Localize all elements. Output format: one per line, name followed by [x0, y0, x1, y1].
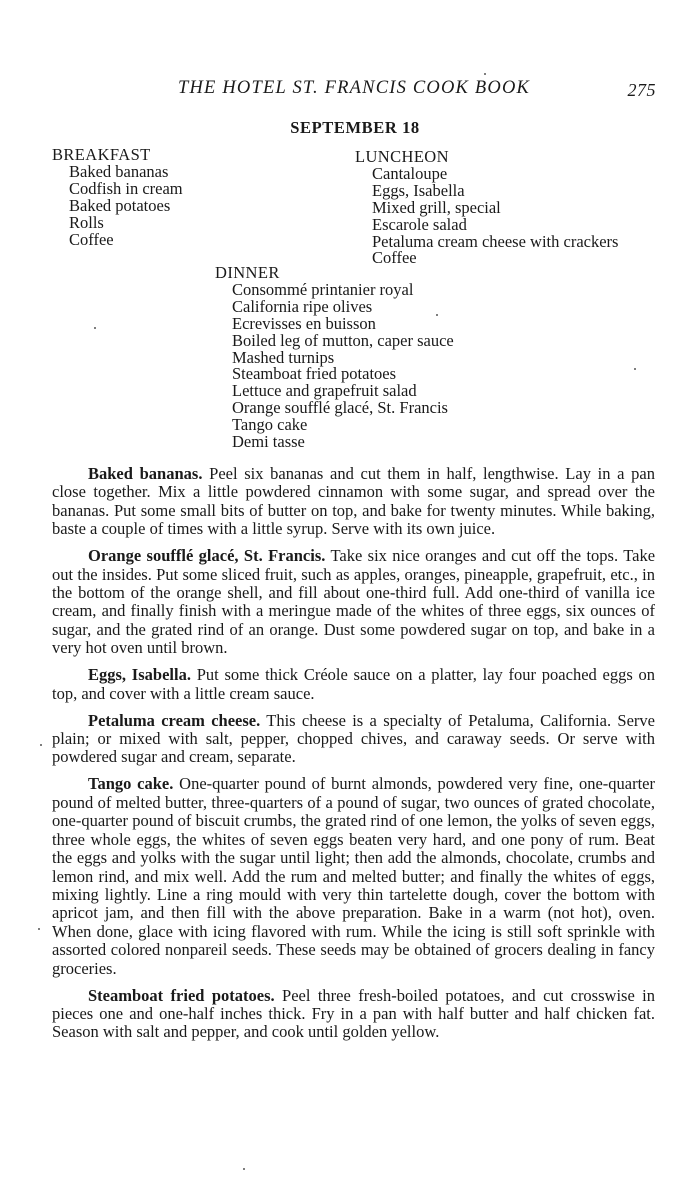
menu-item: Demi tasse: [232, 432, 305, 452]
menu-item: Coffee: [372, 248, 417, 268]
breakfast-heading: BREAKFAST: [52, 145, 151, 164]
recipe-paragraph: [52, 465, 655, 539]
recipe-text: Peel three fresh-boiled potatoes, and cut crosswise in pieces one and one-half inches thick. Fry in a pan with half butter and half chicken fat. Season with salt and pepper, and cook until golden yellow.: [52, 985, 656, 1042]
menu-item: Baked potatoes: [69, 195, 171, 215]
print-speck: [243, 1168, 245, 1170]
menu-item: Codfish in cream: [69, 178, 183, 198]
recipe-text: Take six nice oranges and cut off the tops. Take out the insides. Put some sliced fruit, such as apples, oranges, pineapple, grapefruit, etc., in the bottom of the orange shell, and fill about one-third full. Add one-third of vanilla ice cream, and finally finish with a meringue made of the whites of three eggs, six ounces of sugar, and the grated rind of an orange. Dust some powdered sugar on top, and bake in a very hot oven until brown.: [52, 546, 656, 658]
running-title: THE HOTEL ST. FRANCIS COOK BOOK: [178, 78, 531, 98]
menu-item: Steamboat fried potatoes: [232, 364, 397, 384]
menu-item: Escarole salad: [372, 214, 467, 234]
recipe-name: Tango cake.: [88, 774, 174, 794]
menu-item: Eggs, Isabella: [372, 180, 465, 200]
recipe-name: Baked bananas.: [88, 464, 203, 483]
print-speck: [38, 928, 40, 930]
print-speck: [94, 327, 96, 329]
page-header: [0, 78, 700, 104]
recipe-name: Orange soufflé glacé, St. Francis.: [88, 546, 326, 566]
menu-item: Orange soufflé glacé, St. Francis: [232, 398, 448, 418]
print-speck: [484, 73, 486, 75]
menu-item: Cantaloupe: [372, 163, 448, 183]
recipe-paragraph: [52, 775, 655, 977]
recipe-paragraph: [52, 987, 655, 1042]
menu-item: Mashed turnips: [232, 347, 335, 367]
menu-item: Ecrevisses en buisson: [232, 313, 376, 333]
menu-item: Baked bananas: [69, 161, 169, 181]
dinner-menu: [215, 265, 454, 451]
menu-item: Lettuce and grapefruit salad: [232, 381, 417, 401]
menu-item: Consommé printanier royal: [232, 279, 414, 299]
menu-item: California ripe olives: [232, 296, 373, 316]
print-speck: [40, 744, 42, 746]
recipe-paragraph: [52, 547, 655, 657]
menu-item: Coffee: [69, 229, 114, 249]
recipe-paragraph: [52, 666, 655, 703]
dinner-heading: DINNER: [215, 263, 280, 282]
breakfast-items: [52, 161, 183, 249]
recipe-paragraph: [52, 712, 655, 767]
recipe-name: Steamboat fried potatoes.: [88, 985, 275, 1005]
recipe-name: Petaluma cream cheese.: [88, 710, 261, 730]
recipe-text: Peel six bananas and cut them in half, lengthwise. Lay in a pan close together. Mix a little powdered cinnamon with some sugar, and spread over the bananas. Put some small bits of butter on top, and bake for twenty minutes. While baking, baste a couple of times with a little syrup. Serve with its own juice.: [52, 464, 655, 539]
menu-item: Petaluma cream cheese with crackers: [372, 231, 619, 251]
dinner-items: [215, 279, 454, 452]
print-speck: [634, 368, 636, 370]
menu-item: Boiled leg of mutton, caper sauce: [232, 330, 454, 350]
recipes-section: [52, 465, 655, 1050]
menu-item: Tango cake: [232, 415, 308, 435]
luncheon-items: [355, 163, 619, 268]
menu-item: Mixed grill, special: [372, 197, 501, 217]
page-number: 275: [627, 80, 656, 100]
recipe-name: Eggs, Isabella.: [88, 665, 191, 685]
breakfast-menu: [52, 147, 183, 248]
date-heading: SEPTEMBER 18: [290, 118, 420, 137]
recipe-text: Put some thick Créole sauce on a platter, lay four poached eggs on top, and cover with a little cream sauce.: [52, 665, 656, 703]
luncheon-menu: [355, 149, 618, 267]
print-speck: [436, 314, 438, 316]
luncheon-heading: LUNCHEON: [355, 147, 449, 166]
recipe-text: This cheese is a specialty of Petaluma, California. Serve plain; or mixed with salt, pepper, chopped chives, and caraway seeds. Or serve with powdered sugar and cream, separate.: [52, 710, 655, 767]
menu-item: Rolls: [69, 212, 104, 232]
recipe-text: One-quarter pound of burnt almonds, powdered very fine, one-quarter pound of melted butter, three-quarters of a pound of sugar, two ounces of grated chocolate, one-quarter pound of biscuit crumbs, the grated rind of one lemon, the yolks of seven eggs, three whole eggs, the whites of seven eggs beaten very hard, and one pony of rum. Beat the eggs and yolks with the sugar until light; then add the almonds, chocolate, crumbs and lemon rind, and mix well. Add the rum and melted butter; and finally the whites of eggs, mixing lightly. Line a ring mould with very thin tartelette dough, cover the bottom with apricot jam, and then fill with the above preparation. Bake in a warm (not hot), oven. When done, glace with icing flavored with rum. While the icing is still soft sprinkle with assorted colored nonpareil seeds. These seeds may be obtained of grocers dealing in fancy groceries.: [52, 774, 656, 978]
